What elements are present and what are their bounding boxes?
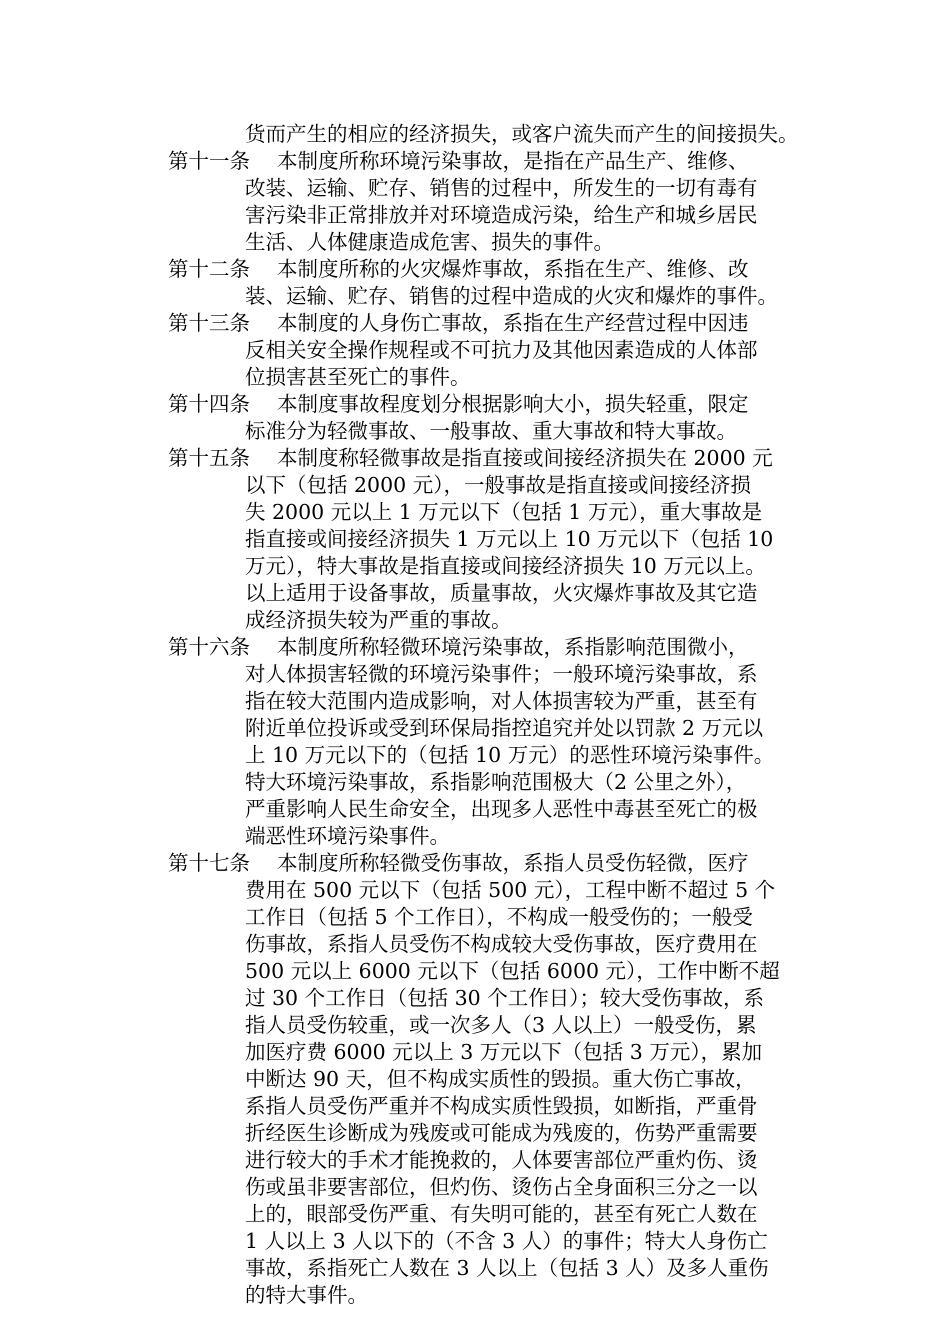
article-number: 第十六条 (168, 635, 250, 659)
article-number: 第十五条 (168, 446, 250, 470)
article-number: 第十一条 (168, 149, 250, 173)
article (168, 310, 838, 391)
article-number: 第十三条 (168, 311, 250, 335)
article-text-line: 位损害甚至死亡的事件。 (245, 365, 471, 389)
article-text-line: 失 2000 元以上 1 万元以下（包括 1 万元），重大事故是 (245, 500, 763, 524)
article (168, 391, 838, 445)
article-text-line: 指直接或间接经济损失 1 万元以上 10 万元以下（包括 10 (245, 527, 774, 551)
article-text-line: 500 元以上 6000 元以下（包括 6000 元），工作中断不超 (245, 959, 780, 983)
article-text-line: 过 30 个工作日（包括 30 个工作日）；较大受伤事故，系 (245, 986, 764, 1010)
article-text-line: 标准分为轻微事故、一般事故、重大事故和特大事故。 (245, 419, 737, 443)
article-text: 本制度称轻微事故是指直接或间接经济损失在 2000 元 (277, 446, 773, 470)
article-text: 本制度所称轻微受伤事故，系指人员受伤轻微，医疗 (277, 851, 749, 875)
article-text: 本制度事故程度划分根据影响大小，损失轻重，限定 (277, 392, 749, 416)
article-text-line: 特大环境污染事故，系指影响范围极大（2 公里之外）， (245, 770, 747, 794)
article-text-line: 指人员受伤较重，或一次多人（3 人以上）一般受伤，累 (245, 1013, 757, 1037)
article-text-line (168, 391, 838, 418)
article-text-line: 费用在 500 元以下（包括 500 元），工程中断不超过 5 个 (245, 878, 776, 902)
article (168, 256, 838, 310)
article-text-line: 万元），特大事故是指直接或间接经济损失 10 万元以上。 (245, 554, 766, 578)
article-text-line: 指在较大范围内造成影响，对人体损害较为严重，甚至有 (245, 689, 758, 713)
article-text-line: 成经济损失较为严重的事故。 (245, 608, 512, 632)
article (168, 850, 838, 1309)
article-text-line: 的特大事件。 (245, 1283, 368, 1307)
article-text-line: 反相关安全操作规程或不可抗力及其他因素造成的人体部 (245, 338, 758, 362)
article-text-line: 系指人员受伤严重并不构成实质性毁损，如断指，严重骨 (245, 1094, 758, 1118)
article-number: 第十四条 (168, 392, 250, 416)
article-number: 第十七条 (168, 851, 250, 875)
article-text: 本制度所称轻微环境污染事故，系指影响范围微小， (277, 635, 749, 659)
article-text-line: 伤事故，系指人员受伤不构成较大受伤事故，医疗费用在 (245, 932, 758, 956)
article (168, 445, 838, 634)
article-text-line: 事故，系指死亡人数在 3 人以上（包括 3 人）及多人重伤 (245, 1256, 769, 1280)
article-text-line: 严重影响人民生命安全，出现多人恶性中毒甚至死亡的极 (245, 797, 758, 821)
article-text-line (168, 634, 838, 661)
article-text-line: 1 人以上 3 人以下的（不含 3 人）的事件；特大人身伤亡 (245, 1229, 768, 1253)
article-text: 本制度的人身伤亡事故，系指在生产经营过程中因违 (277, 311, 749, 335)
article-text: 本制度所称环境污染事故，是指在产品生产、维修、 (277, 149, 749, 173)
article-list (168, 148, 838, 1309)
article-text-line: 加医疗费 6000 元以上 3 万元以下（包括 3 万元），累加 (245, 1040, 763, 1064)
article-text-line: 生活、人体健康造成危害、损失的事件。 (245, 230, 614, 254)
continued-paragraph: 货而产生的相应的经济损失，或客户流失而产生的间接损失。 (245, 122, 799, 146)
article-text-line: 端恶性环境污染事件。 (245, 824, 450, 848)
article-text-line: 以上适用于设备事故，质量事故，火灾爆炸事故及其它造 (245, 581, 758, 605)
article-number: 第十二条 (168, 257, 250, 281)
article-text-line: 伤或虽非要害部位，但灼伤、烫伤占全身面积三分之一以 (245, 1175, 758, 1199)
article-text-line (168, 445, 838, 472)
article-text-line: 中断达 90 天，但不构成实质性的毁损。重大伤亡事故， (245, 1067, 756, 1091)
article-text-line: 改装、运输、贮存、销售的过程中，所发生的一切有毒有 (245, 176, 758, 200)
article-text-line: 附近单位投诉或受到环保局指控追究并处以罚款 2 万元以 (245, 716, 764, 740)
article-text-line: 对人体损害轻微的环境污染事件；一般环境污染事故，系 (245, 662, 758, 686)
article (168, 148, 838, 256)
article-text-line: 上 10 万元以下的（包括 10 万元）的恶性环境污染事件。 (245, 743, 775, 767)
article-text: 本制度所称的火灾爆炸事故，系指在生产、维修、改 (277, 257, 749, 281)
article-text-line: 上的，眼部受伤严重、有失明可能的，甚至有死亡人数在 (245, 1202, 758, 1226)
article-text-line: 害污染非正常排放并对环境造成污染，给生产和城乡居民 (245, 203, 758, 227)
article-text-line: 工作日（包括 5 个工作日），不构成一般受伤的；一般受 (245, 905, 753, 929)
article-text-line: 装、运输、贮存、销售的过程中造成的火灾和爆炸的事件。 (245, 284, 778, 308)
article-text-line (168, 850, 838, 877)
article-text-line: 以下（包括 2000 元），一般事故是指直接或间接经济损 (245, 473, 751, 497)
article-text-line: 折经医生诊断成为残废或可能成为残废的，伤势严重需要 (245, 1121, 758, 1145)
article-text-line (168, 148, 838, 175)
article-text-line: 进行较大的手术才能挽救的，人体要害部位严重灼伤、烫 (245, 1148, 758, 1172)
article (168, 634, 838, 850)
article-text-line (168, 310, 838, 337)
article-text-line (168, 256, 838, 283)
